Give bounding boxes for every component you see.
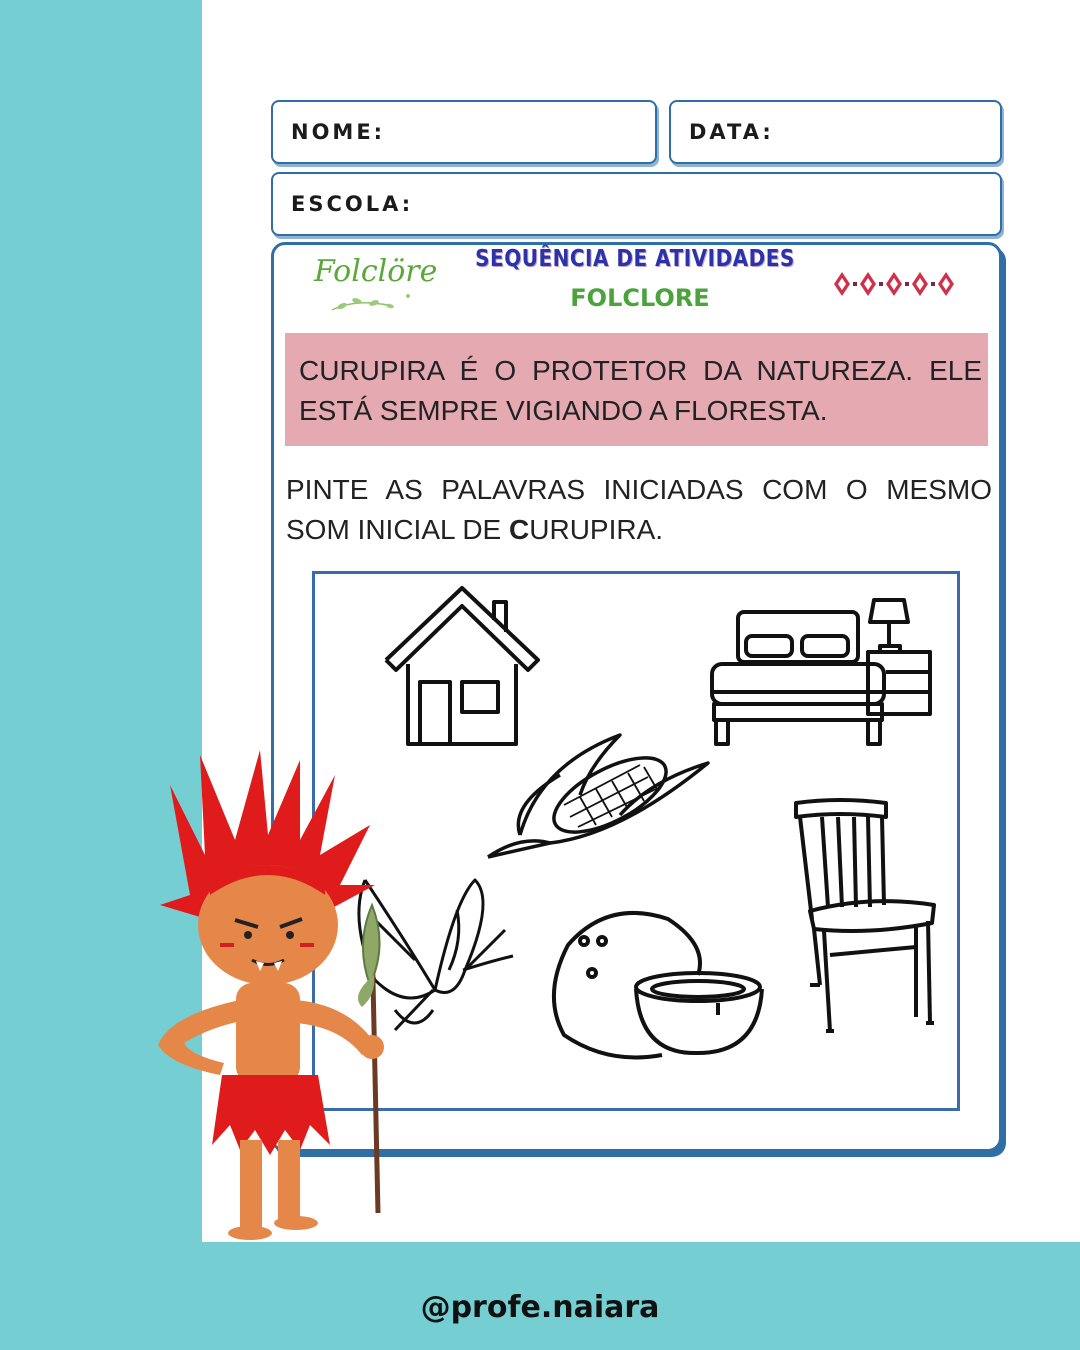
house-icon[interactable] [382, 582, 542, 748]
instruction-part-1: PINTE AS PALAVRAS INICIADAS COM O MESMO SOM INICIAL DE [286, 474, 992, 545]
coconut-icon[interactable] [548, 905, 770, 1060]
chair-icon[interactable] [790, 795, 940, 1035]
date-label: DATA: [689, 120, 774, 144]
date-field[interactable] [669, 100, 1002, 164]
name-label: NOME: [291, 120, 386, 144]
school-field[interactable] [271, 172, 1002, 236]
embroidery-pattern-icon [830, 268, 960, 300]
instruction-part-2: URUPIRA. [529, 514, 664, 545]
name-field[interactable] [271, 100, 657, 164]
author-handle: @profe.naiara [420, 1290, 660, 1325]
sequence-title: SEQUÊNCIA DE ATIVIDADES [475, 244, 795, 272]
folclore-logo [312, 248, 438, 318]
corn-icon[interactable] [480, 725, 712, 867]
instruction-bold-letter: C [509, 514, 530, 545]
school-label: ESCOLA: [291, 192, 414, 216]
bed-icon[interactable] [708, 592, 934, 750]
sequence-subtitle: FOLCLORE [570, 284, 710, 312]
leaf-decoration-icon [312, 248, 424, 318]
logo-text: Folclöre [314, 254, 438, 289]
info-box [285, 333, 988, 446]
curupira-character [150, 745, 420, 1245]
instruction-text [286, 470, 992, 550]
info-text: CURUPIRA É O PROTETOR DA NATUREZA. ELE ESTÁ SEMPRE VIGIANDO A FLORESTA. [299, 355, 982, 426]
